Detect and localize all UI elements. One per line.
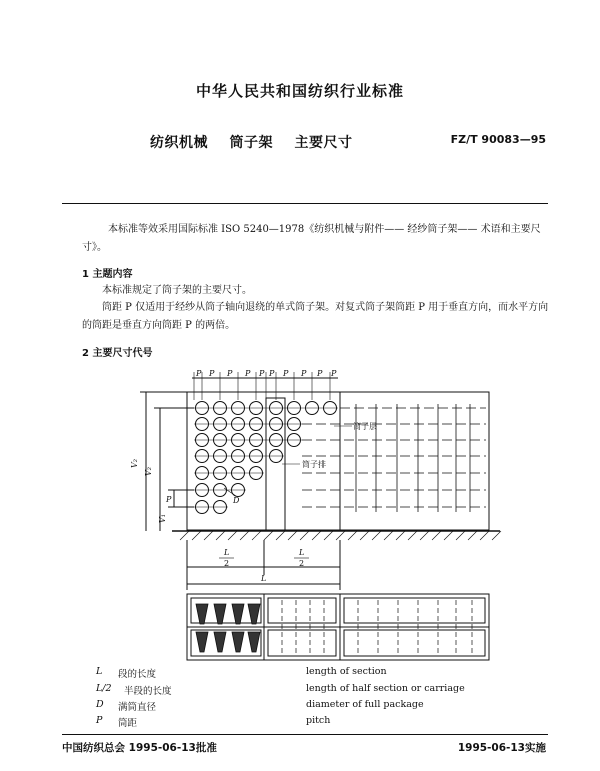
header-rule: [62, 203, 548, 204]
v1-label: V₁: [158, 514, 167, 523]
side-pitch-label: P: [166, 495, 172, 504]
section-1-heading: 1 主题内容: [82, 269, 133, 280]
implementation-date: 1995-06-13实施: [457, 742, 546, 754]
legend-zh: 筒距: [118, 718, 138, 729]
diameter-label: D: [233, 496, 240, 505]
legend-en: length of section: [306, 666, 387, 677]
v2-label-inner: V₂: [144, 467, 153, 476]
legend-zh: 段的长度: [118, 669, 157, 680]
pitch-label: P: [269, 369, 275, 378]
document-title: 纺织机械 筒子架 主要尺寸: [150, 135, 353, 151]
half-length-label-2: L: [299, 548, 305, 557]
standard-number: FZ/T 90083—95: [450, 133, 546, 146]
half-length-den: 2: [224, 559, 230, 568]
legend-en: length of half section or carriage: [306, 683, 465, 694]
section-2-heading: 2 主要尺寸代号: [82, 348, 153, 359]
length-label: L: [261, 574, 267, 583]
legend-symbol: L/2: [96, 683, 112, 694]
pitch-label: P: [245, 369, 251, 378]
pitch-label: P: [259, 369, 265, 378]
pitch-label: P: [317, 369, 323, 378]
pitch-label: P: [209, 369, 215, 378]
legend-zh: 半段的长度: [124, 686, 172, 697]
v2-label: V₂: [130, 459, 139, 468]
approval-date: 中国纺织总会 1995-06-13批准: [62, 742, 217, 754]
legend-symbol: D: [96, 699, 104, 710]
pitch-label: P: [227, 369, 233, 378]
creel-diagram: [0, 360, 600, 670]
pitch-label: P: [196, 369, 202, 378]
tier-label: 筒子层: [353, 422, 377, 431]
pitch-label: P: [331, 369, 337, 378]
footer-rule: [62, 734, 548, 735]
half-length-label: L: [224, 548, 230, 557]
legend-symbol: L: [96, 666, 103, 677]
plan-packages: [196, 604, 260, 652]
legend-symbol: P: [96, 715, 103, 726]
legend-zh: 满筒直径: [118, 702, 157, 713]
section-1-paragraph-2: 筒距 P 仅适用于经纱从筒子轴向退绕的单式筒子架。对复式筒子架筒距 P 用于垂直方向，而水平方向的筒距是垂直方向筒距 P 的两倍。: [82, 302, 549, 331]
intro-paragraph: 本标准等效采用国际标准 ISO 5240—1978《纺织机械与附件—— 经纱筒子架—— 术语和主要尺寸》。: [82, 224, 541, 253]
pitch-label: P: [283, 369, 289, 378]
row-label: 筒子排: [302, 460, 326, 469]
half-length-den-2: 2: [299, 559, 305, 568]
organization-title: 中华人民共和国纺织行业标准: [195, 82, 404, 100]
section-1-paragraph-1: 本标准规定了筒子架的主要尺寸。: [102, 285, 252, 296]
pitch-label: P: [301, 369, 307, 378]
legend-en: pitch: [306, 715, 331, 726]
legend-en: diameter of full package: [306, 699, 424, 710]
creel-frame: [187, 392, 489, 530]
